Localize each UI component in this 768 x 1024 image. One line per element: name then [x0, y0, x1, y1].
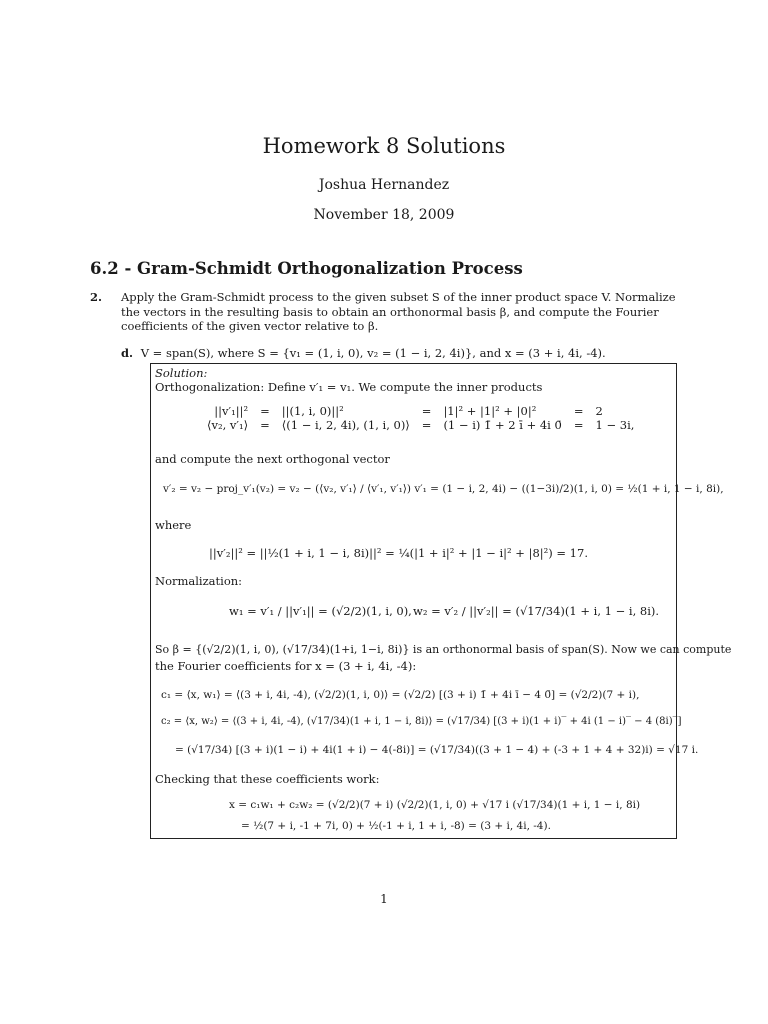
eq-cell: = [260, 404, 270, 418]
c2-equation: c₂ = ⟨x, w₂⟩ = ⟨(3 + i, 4i, -4), (√17/34)(1 + i, 1 − i, 8i)⟩ = (√17/34) [(3 + i)(1 + i)‾ + 4i (1 − i)‾ − 4 (8i)‾] [161, 716, 682, 727]
next-vector-intro: and compute the next orthogonal vector [155, 452, 390, 466]
norm-equation: ||v′₂||² = ||½(1 + i, 1 − i, 8i)||² = ¼(|1 + i|² + |1 − i|² + |8|²) = 17. [209, 546, 588, 560]
document-title: Homework 8 Solutions [262, 134, 506, 158]
normalization-label: Normalization: [155, 574, 243, 588]
eq-cell: ⟨(1 − i, 2, 4i), (1, i, 0)⟩ [281, 418, 410, 432]
eq-cell: 2 [595, 404, 603, 418]
basis-statement-cont: the Fourier coefficients for x = (3 + i, 4i, -4): [155, 659, 417, 673]
w2-equation: w₂ = v′₂ / ||v′₂|| = (√17/34)(1 + i, 1 − i, 8i). [413, 604, 660, 618]
eq-cell: ||v′₁||² [214, 404, 249, 418]
w1-equation: w₁ = v′₁ / ||v′₁|| = (√2/2)(1, i, 0), [229, 604, 412, 618]
check-label: Checking that these coefficients work: [155, 772, 380, 786]
author-name: Joshua Hernandez [318, 177, 450, 193]
check-equation: x = c₁w₁ + c₂w₂ = (√2/2)(7 + i) (√2/2)(1, i, 0) + √17 i (√17/34)(1 + i, 1 − i, 8i) [229, 799, 641, 811]
eq-cell: = [573, 404, 584, 418]
page-number: 1 [380, 892, 388, 906]
inner-products-table [201, 404, 640, 432]
eq-cell: = [573, 418, 584, 432]
section-heading: 6.2 - Gram-Schmidt Orthogonalization Process [90, 259, 523, 278]
eq-cell: ||(1, i, 0)||² [281, 404, 344, 418]
problem-statement [90, 290, 680, 334]
eq-cell: = [421, 418, 432, 432]
problem-text: Apply the Gram-Schmidt process to the given subset S of the inner product space V. Normalize the vectors in the resulting basis to obtain an orthonormal basis β, and compute the Fourier coefficients of the given vector relative to β. [121, 290, 676, 333]
c1-equation: c₁ = ⟨x, w₁⟩ = ⟨(3 + i, 4i, -4), (√2/2)(1, i, 0)⟩ = (√2/2) [(3 + i) 1̄ + 4i ī − 4 0̄] = (√2/2)(7 + i), [161, 689, 640, 701]
c2-equation-cont: = (√17/34) [(3 + i)(1 − i) + 4i(1 + i) − 4(-8i)] = (√17/34)((3 + 1 − 4) + (-3 + 1 + 4 + 32)i) = √17 i. [175, 744, 699, 756]
problem-part [121, 346, 606, 360]
solution-label: Solution: [155, 366, 208, 380]
solution-box [150, 363, 732, 839]
orthogonalization-intro: Orthogonalization: Define v′₁ = v₁. We compute the inner products [155, 380, 543, 394]
eq-cell: ⟨v₂, v′₁⟩ [207, 418, 249, 432]
inner-product-row [201, 418, 640, 432]
problem-number: 2. [90, 290, 103, 304]
v2-prime-equation: v′₂ = v₂ − proj_v′₁(v₂) = v₂ − (⟨v₂, v′₁⟩ / ⟨v′₁, v′₁⟩) v′₁ = (1 − i, 2, 4i) − ((1−3i)/2)(1, i, 0) = ½(1 + i, 1 − i, 8i), [163, 483, 724, 495]
eq-cell: = [260, 418, 270, 432]
part-label: d. [121, 346, 134, 360]
eq-cell: |1|² + |1|² + |0|² [443, 404, 537, 418]
eq-cell: = [421, 404, 432, 418]
eq-cell: (1 − i) 1̄ + 2 ī + 4i 0̄ [443, 418, 562, 432]
where-label: where [155, 518, 192, 532]
basis-statement: So β = {(√2/2)(1, i, 0), (√17/34)(1+i, 1−i, 8i)} is an orthonormal basis of span(S). Now we can compute [155, 643, 732, 656]
part-text: V = span(S), where S = {v₁ = (1, i, 0), v₂ = (1 − i, 2, 4i)}, and x = (3 + i, 4i, -4). [140, 346, 606, 360]
eq-cell: 1 − 3i, [595, 418, 635, 432]
check-equation-cont: = ½(7 + i, -1 + 7i, 0) + ½(-1 + i, 1 + i, -8) = (3 + i, 4i, -4). [241, 820, 551, 832]
document-date: November 18, 2009 [313, 207, 455, 223]
inner-product-row [201, 404, 640, 418]
